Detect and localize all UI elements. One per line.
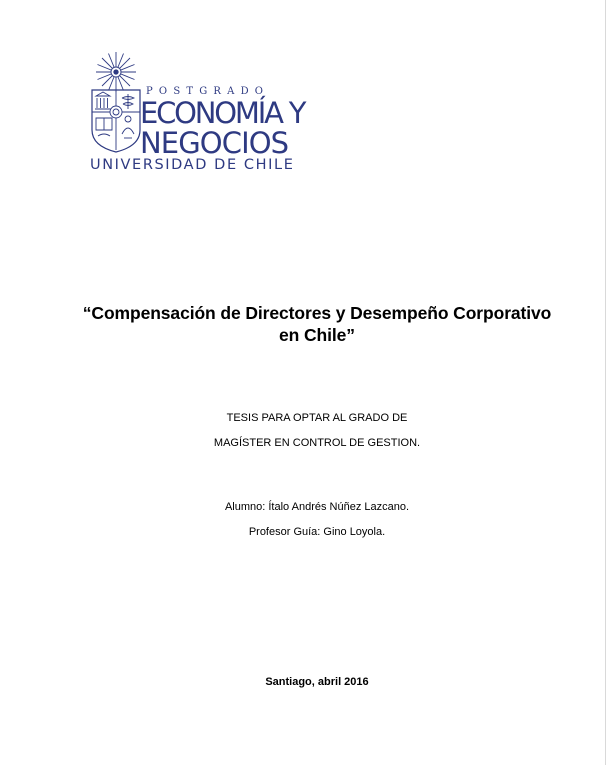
advisor-name: Profesor Guía: Gino Loyola. [248,526,386,538]
logo-wordmark [86,50,306,174]
logo-universidad-text: UNIVERSIDAD DE CHILE [90,157,295,173]
logo-negocios-text: NEGOCIOS [140,126,289,160]
degree-statement [60,406,574,456]
place-and-date: Santiago, abril 2016 [265,676,369,688]
logo-economia-text: ECONOMÍA Y [140,96,305,130]
student-name: Alumno: Ítalo Andrés Núñez Lazcano. [224,501,410,513]
degree-statement-line-1: TESIS PARA OPTAR AL GRADO DE [226,412,408,424]
degree-statement-line-2: MAGÍSTER EN CONTROL DE GESTION. [213,437,421,449]
thesis-title-line-1: “Compensación de Directores y Desempeño Corporativo [82,303,552,323]
logo-postgrado-text: POSTGRADO [146,86,270,97]
thesis-title [60,302,574,346]
thesis-title-line-2: en Chile” [279,325,355,345]
authors-block [60,495,574,545]
university-logo [86,50,306,174]
